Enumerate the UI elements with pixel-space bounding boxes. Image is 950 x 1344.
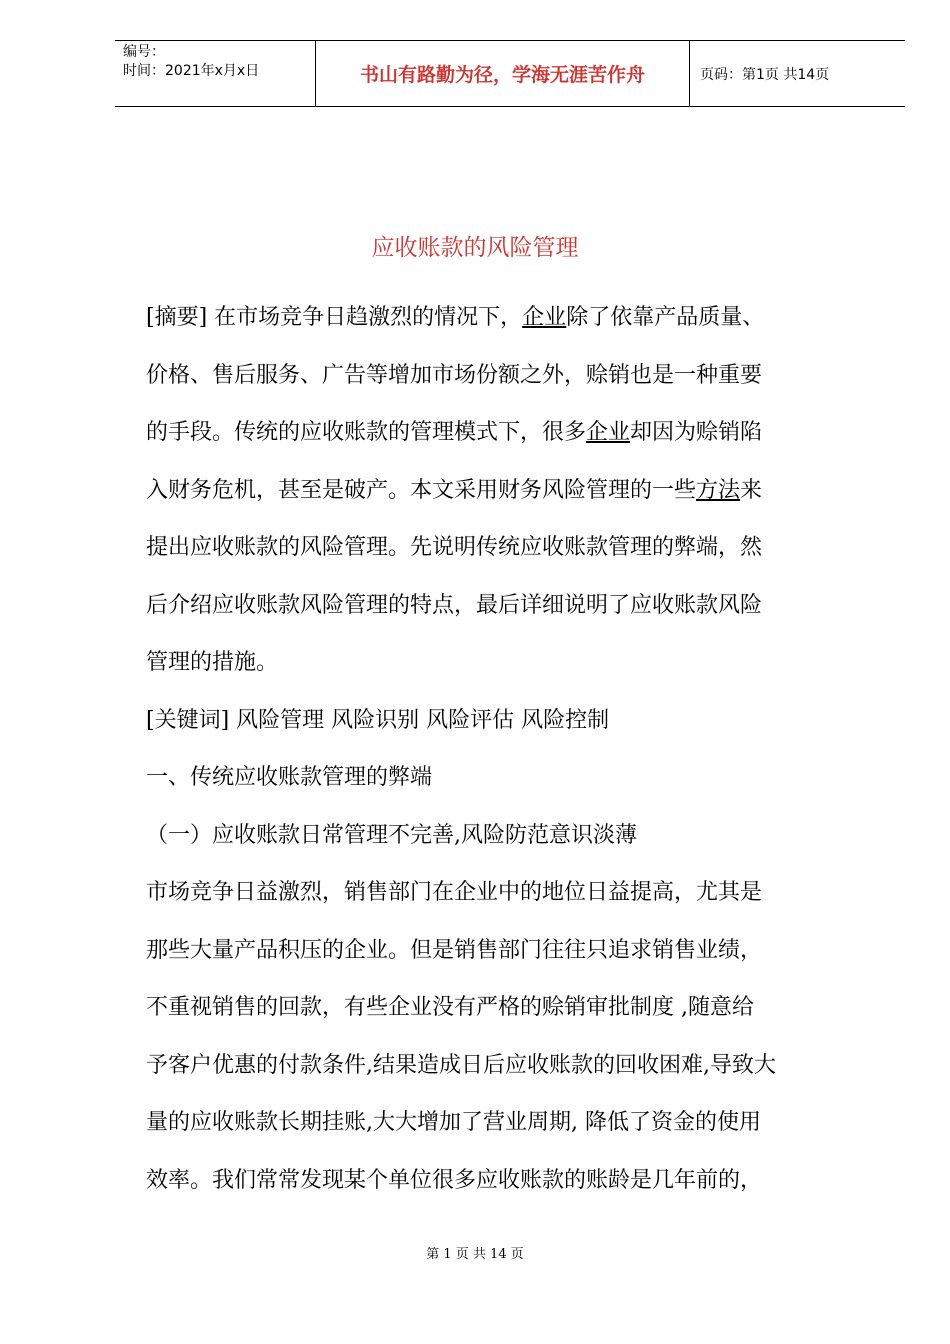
body-line: 量的应收账款长期挂账,大大增加了营业周期, 降低了资金的使用 — [146, 1110, 761, 1135]
header-page-number: 页码：第1页 共14页 — [700, 66, 830, 83]
abstract-text: [摘要] 在市场竞争日趋激烈的情况下， — [146, 305, 523, 330]
abstract-line — [146, 289, 876, 347]
page-header — [115, 40, 905, 107]
body-line: 效率。我们常常发现某个单位很多应收账款的账龄是几年前的， — [146, 1167, 763, 1193]
header-meta — [115, 41, 316, 106]
section-heading: 一、传统应收账款管理的弊端 — [146, 765, 433, 790]
footer-page-number: 第 1 页 共 14 页 — [426, 1247, 524, 1262]
document-title: 应收账款的风险管理 — [371, 235, 579, 261]
abstract-line: 后介绍应收账款风险管理的特点，最后详细说明了应收账款风险 — [146, 592, 763, 618]
serial-label: 编号： — [123, 44, 165, 60]
body-line: 那些大量产品积压的企业。但是销售部门往往只追求销售业绩， — [146, 937, 763, 963]
link-method[interactable]: 方法 — [696, 477, 741, 503]
abstract-line: 价格、售后服务、广告等增加市场份额之外，赊销也是一种重要 — [146, 362, 763, 388]
header-motto: 书山有路勤为径，学海无涯苦作舟 — [316, 41, 690, 106]
page-footer — [0, 1246, 950, 1264]
abstract-text: 却因为赊销陷 — [630, 420, 763, 445]
subsection-heading: （一）应收账款日常管理不完善,风险防范意识淡薄 — [146, 822, 637, 848]
link-enterprise[interactable]: 企业 — [586, 420, 631, 445]
body-line: 市场竞争日益激烈，销售部门在企业中的地位日益提高，尤其是 — [146, 880, 763, 905]
abstract-text: 除了依靠产品质量、 — [566, 305, 765, 330]
abstract-text: 来 — [740, 477, 763, 503]
abstract-line — [146, 462, 876, 520]
link-enterprise[interactable]: 企业 — [522, 305, 567, 330]
body-line: 予客户优惠的付款条件,结果造成日后应收账款的回收困难,导致大 — [146, 1052, 776, 1078]
keywords: [关键词] 风险管理 风险识别 风险评估 风险控制 — [146, 707, 610, 733]
body-line: 不重视销售的回款，有些企业没有严格的赊销审批制度 ,随意给 — [146, 995, 754, 1020]
abstract-line: 管理的措施。 — [146, 650, 279, 675]
abstract-text: 入财务危机，甚至是破产。本文采用财务风险管理的一些 — [146, 477, 697, 503]
time-label: 时间：2021年x月x日 — [123, 63, 260, 79]
abstract-line — [146, 404, 876, 462]
document-body — [146, 289, 876, 1209]
abstract-text: 的手段。传统的应收账款的管理模式下，很多 — [146, 420, 587, 445]
abstract-line: 提出应收账款的风险管理。先说明传统应收账款管理的弊端，然 — [146, 535, 763, 560]
